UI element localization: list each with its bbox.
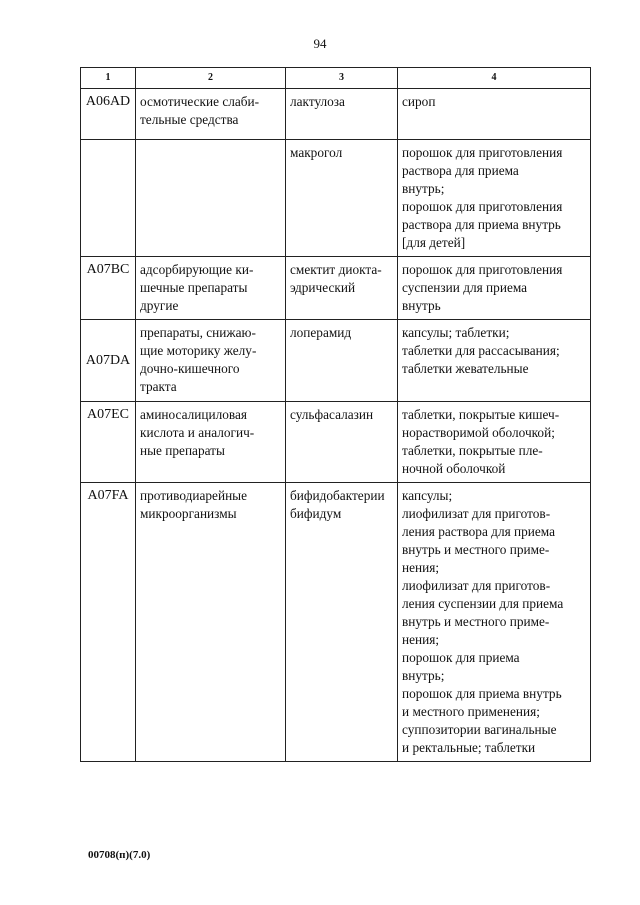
forms-cell: капсулы; таблетки; таблетки для рассасывания; таблетки жевательные <box>398 320 591 402</box>
group-cell: адсорбирующие ки- шечные препараты другие <box>136 257 286 320</box>
table-row <box>81 320 591 402</box>
drug-cell: бифидобактерии бифидум <box>286 483 398 762</box>
table-row <box>81 257 591 320</box>
drug-cell: сульфасалазин <box>286 402 398 483</box>
group-cell: противодиарейные микроорганизмы <box>136 483 286 762</box>
group-cell <box>136 140 286 257</box>
atc-code-cell: A07FA <box>81 483 136 762</box>
forms-cell: сироп <box>398 89 591 140</box>
document-code: 00708(п)(7.0) <box>88 849 151 861</box>
drug-cell: смектит диокта- эдрический <box>286 257 398 320</box>
forms-cell: капсулы; лиофилизат для приготов- ления раствора для приема внутрь и местного приме- нения; лиофилизат для приготов- ления суспензии для приема внутрь и местного приме- нения; порошок для приема внутрь; порошок для приема внутрь и местного применения; суппозитории вагинальные и ректальные; таблетки <box>398 483 591 762</box>
column-header-3: 3 <box>286 68 398 89</box>
forms-cell: таблетки, покрытые кишеч- норастворимой оболочкой; таблетки, покрытые пле- ночной оболочкой <box>398 402 591 483</box>
atc-code-cell: A07EC <box>81 402 136 483</box>
drug-cell: лоперамид <box>286 320 398 402</box>
atc-code-cell: A06AD <box>81 89 136 140</box>
table-row <box>81 140 591 257</box>
column-header-2: 2 <box>136 68 286 89</box>
atc-code-cell <box>81 140 136 257</box>
atc-code-cell: A07BC <box>81 257 136 320</box>
drug-cell: лактулоза <box>286 89 398 140</box>
forms-cell: порошок для приготовления раствора для приема внутрь; порошок для приготовления раствора для приема внутрь [для детей] <box>398 140 591 257</box>
page-number: 94 <box>313 36 327 51</box>
group-cell: препараты, снижаю- щие моторику желу- дочно-кишечного тракта <box>136 320 286 402</box>
table-row <box>81 402 591 483</box>
column-header-4: 4 <box>398 68 591 89</box>
group-cell: осмотические слаби- тельные средства <box>136 89 286 140</box>
table-header-row <box>81 68 591 89</box>
drug-cell: макрогол <box>286 140 398 257</box>
atc-code-cell: A07DA <box>81 320 136 402</box>
table-row <box>81 89 591 140</box>
column-header-1: 1 <box>81 68 136 89</box>
table-row <box>81 483 591 762</box>
forms-cell: порошок для приготовления суспензии для приема внутрь <box>398 257 591 320</box>
group-cell: аминосалициловая кислота и аналогич- ные препараты <box>136 402 286 483</box>
drug-table <box>80 67 591 762</box>
